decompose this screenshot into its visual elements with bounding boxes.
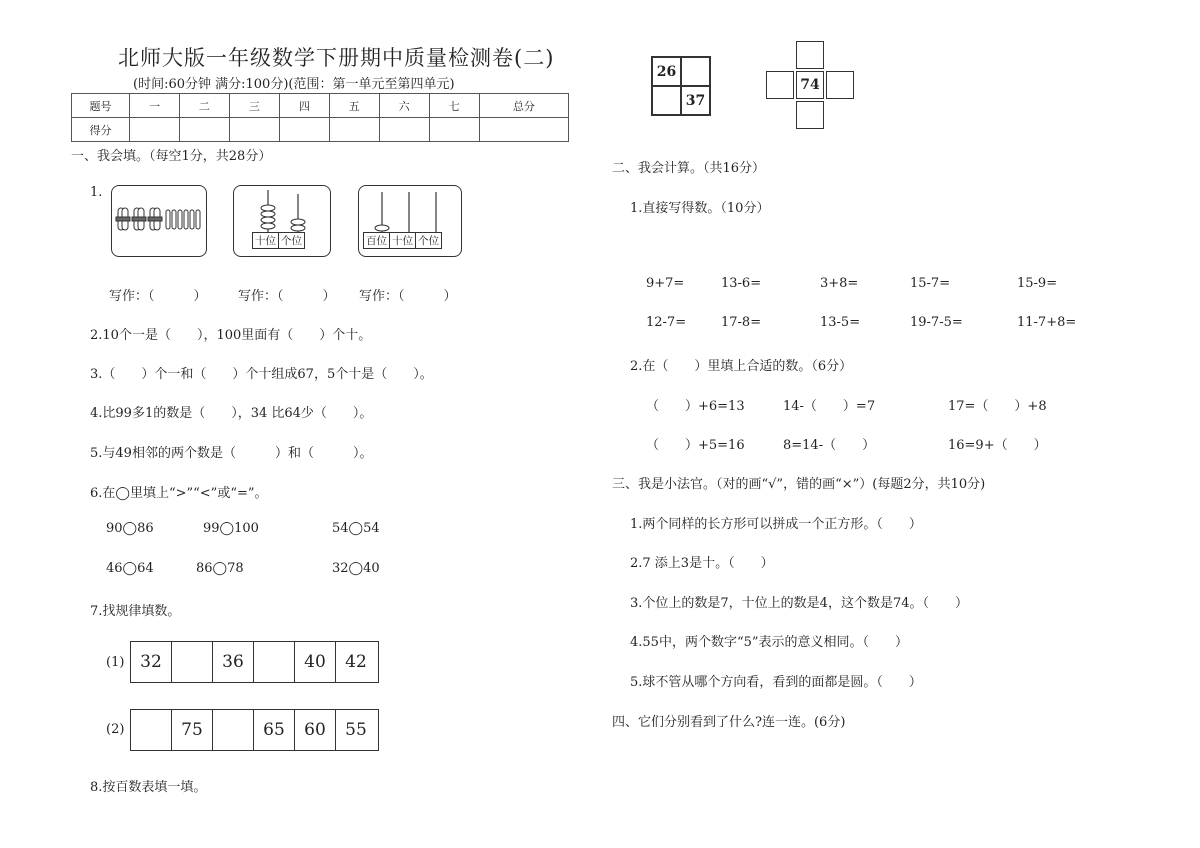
question-8: 8.按百数表填一填。	[90, 780, 207, 795]
write-as-1[interactable]: 写作：（ ）	[109, 289, 207, 304]
score-input-cell[interactable]	[329, 118, 379, 142]
pattern-cell: 42	[345, 652, 367, 672]
pattern-row-2-label: (2)	[106, 722, 125, 737]
abacus-rods-svg	[234, 186, 330, 232]
calc-item[interactable]: 17-8=	[721, 315, 762, 330]
calc-item[interactable]: 9+7=	[646, 276, 685, 291]
bead	[261, 211, 275, 217]
section2-part2: 2.在（ ）里填上合适的数。（6分）	[630, 359, 853, 374]
score-table-score-row	[72, 118, 569, 142]
stick-bundles-illustration	[112, 186, 206, 256]
question-5: 5.与49相邻的两个数是（ ）和（ ）。	[90, 446, 373, 461]
hundred-chart-square	[651, 56, 711, 116]
chart-blank-cell[interactable]	[681, 57, 710, 86]
score-input-cell[interactable]	[279, 118, 329, 142]
tens-label: 十位	[390, 233, 416, 248]
abacus-three-rods	[358, 185, 462, 257]
compare-item[interactable]: 46◯64	[106, 561, 154, 576]
pattern-cell: 36	[213, 642, 254, 682]
judge-item[interactable]: 1.两个同样的长方形可以拼成一个正方形。（ ）	[630, 517, 922, 532]
abacus-base	[363, 232, 442, 249]
compare-item[interactable]: 99◯100	[203, 521, 259, 536]
stick-bundle-3	[148, 208, 162, 230]
question-6: 6.在◯里填上“>”“<”或“=”。	[90, 486, 268, 501]
chart-cell: 74	[796, 71, 824, 99]
section4-heading: 四、它们分别看到了什么?连一连。(6分)	[612, 715, 846, 730]
exam-subtitle: (时间:60分钟 满分:100分)(范围：第一单元至第四单元)	[133, 77, 455, 92]
fill-blank-item[interactable]: 8=14-（ ）	[783, 438, 876, 453]
fill-blank-item[interactable]: （ ）+6=13	[646, 399, 745, 414]
bead	[375, 225, 389, 231]
score-cell: 四	[279, 94, 329, 118]
score-input-cell[interactable]	[130, 118, 180, 142]
q1-number: 1.	[90, 185, 103, 200]
section2-heading: 二、我会计算。（共16分）	[612, 161, 766, 176]
judge-item[interactable]: 2.7 添上3是十。（ ）	[630, 556, 774, 571]
section2-part1: 1.直接写得数。（10分）	[630, 201, 770, 216]
hundreds-label: 百位	[364, 233, 390, 248]
single-stick	[166, 210, 170, 229]
score-cell: 一	[130, 94, 180, 118]
fill-blank-item[interactable]: 14-（ ）=7	[783, 399, 876, 414]
pattern-blank-cell[interactable]	[131, 710, 172, 750]
calc-item[interactable]: 19-7-5=	[910, 315, 963, 330]
compare-item[interactable]: 54◯54	[332, 521, 380, 536]
bead	[261, 223, 275, 229]
pattern-row-1	[130, 641, 379, 683]
chart-blank-cell[interactable]	[796, 101, 824, 129]
judge-item[interactable]: 5.球不管从哪个方向看，看到的面都是圆。（ ）	[630, 675, 922, 690]
stick-bundle-1	[116, 208, 130, 230]
score-cell: 三	[229, 94, 279, 118]
fill-blank-item[interactable]: 16=9+（ ）	[948, 438, 1047, 453]
pattern-cell: 60	[295, 710, 336, 750]
question-2: 2.10个一是（ ），100里面有（ ）个十。	[90, 328, 372, 343]
score-cell: 题号	[72, 94, 130, 118]
single-stick	[196, 210, 200, 229]
abacus-two-rods	[233, 185, 331, 257]
score-input-cell[interactable]	[429, 118, 479, 142]
score-table-header-row	[72, 94, 569, 118]
chart-blank-cell[interactable]	[766, 71, 794, 99]
abacus-base	[252, 232, 305, 249]
fill-blank-item[interactable]: 17=（ ）+8	[948, 399, 1047, 414]
pattern-cell: 55	[345, 720, 367, 740]
pattern-blank-cell[interactable]	[213, 710, 254, 750]
judge-item[interactable]: 4.55中，两个数字“5”表示的意义相同。（ ）	[630, 635, 909, 650]
calc-item[interactable]: 13-6=	[721, 276, 762, 291]
stick-bundle-2	[132, 208, 146, 230]
bead	[261, 217, 275, 223]
single-stick	[190, 210, 194, 229]
pattern-cell: 40	[295, 642, 336, 682]
score-cell: 二	[179, 94, 229, 118]
write-as-3[interactable]: 写作：（ ）	[359, 289, 457, 304]
hundred-chart-cross	[766, 41, 856, 131]
single-stick	[184, 210, 188, 229]
compare-item[interactable]: 86◯78	[196, 561, 244, 576]
compare-item[interactable]: 32◯40	[332, 561, 380, 576]
abacus-rods-svg	[359, 186, 461, 232]
ones-label: 个位	[418, 235, 439, 247]
score-input-cell[interactable]	[229, 118, 279, 142]
chart-blank-cell[interactable]	[826, 71, 854, 99]
pattern-cell: 65	[254, 710, 295, 750]
pattern-row-2	[130, 709, 379, 751]
score-cell: 五	[329, 94, 379, 118]
pattern-blank-cell[interactable]	[172, 642, 213, 682]
ones-label: 个位	[281, 235, 302, 247]
stick-bundles-picture	[111, 185, 207, 257]
question-7: 7.找规律填数。	[90, 604, 181, 619]
score-cell: 七	[429, 94, 479, 118]
score-cell: 六	[379, 94, 429, 118]
pattern-blank-cell[interactable]	[254, 642, 295, 682]
score-table	[71, 93, 569, 142]
page-title: 北师大版一年级数学下册期中质量检测卷(二)	[118, 46, 555, 70]
chart-cell: 26	[652, 57, 681, 86]
judge-item[interactable]: 3.个位上的数是7，十位上的数是4，这个数是74。（ ）	[630, 596, 968, 611]
write-as-2[interactable]: 写作：（ ）	[238, 289, 336, 304]
compare-item[interactable]: 90◯86	[106, 521, 154, 536]
single-stick	[172, 210, 176, 229]
score-cell: 得分	[72, 118, 130, 142]
pattern-row-1-label: (1)	[106, 655, 125, 670]
score-cell: 总分	[479, 94, 568, 118]
score-input-cell[interactable]	[179, 118, 229, 142]
score-input-cell[interactable]	[479, 118, 568, 142]
question-3: 3.（ ）个一和（ ）个十组成67，5个十是（ ）。	[90, 367, 433, 382]
bead	[291, 225, 305, 231]
pattern-cell: 75	[172, 710, 213, 750]
fill-blank-item[interactable]: （ ）+5=16	[646, 438, 745, 453]
chart-cell: 37	[681, 86, 710, 115]
bead	[261, 205, 275, 211]
chart-blank-cell[interactable]	[796, 41, 824, 69]
single-stick	[178, 210, 182, 229]
pattern-cell: 32	[131, 642, 172, 682]
calc-item[interactable]: 15-7=	[910, 276, 951, 291]
calc-item[interactable]: 3+8=	[820, 276, 859, 291]
calc-item[interactable]: 12-7=	[646, 315, 687, 330]
calc-item[interactable]: 11-7+8=	[1017, 315, 1077, 330]
tens-label: 十位	[253, 233, 279, 248]
question-4: 4.比99多1的数是（ ），34 比64少（ ）。	[90, 406, 373, 421]
calc-item[interactable]: 15-9=	[1017, 276, 1058, 291]
chart-blank-cell[interactable]	[652, 86, 681, 115]
section1-heading: 一、我会填。（每空1分，共28分）	[71, 149, 272, 164]
bead	[291, 219, 305, 225]
calc-item[interactable]: 13-5=	[820, 315, 861, 330]
score-input-cell[interactable]	[379, 118, 429, 142]
section3-heading: 三、我是小法官。（对的画“√”，错的画“×”）(每题2分，共10分)	[612, 477, 986, 492]
